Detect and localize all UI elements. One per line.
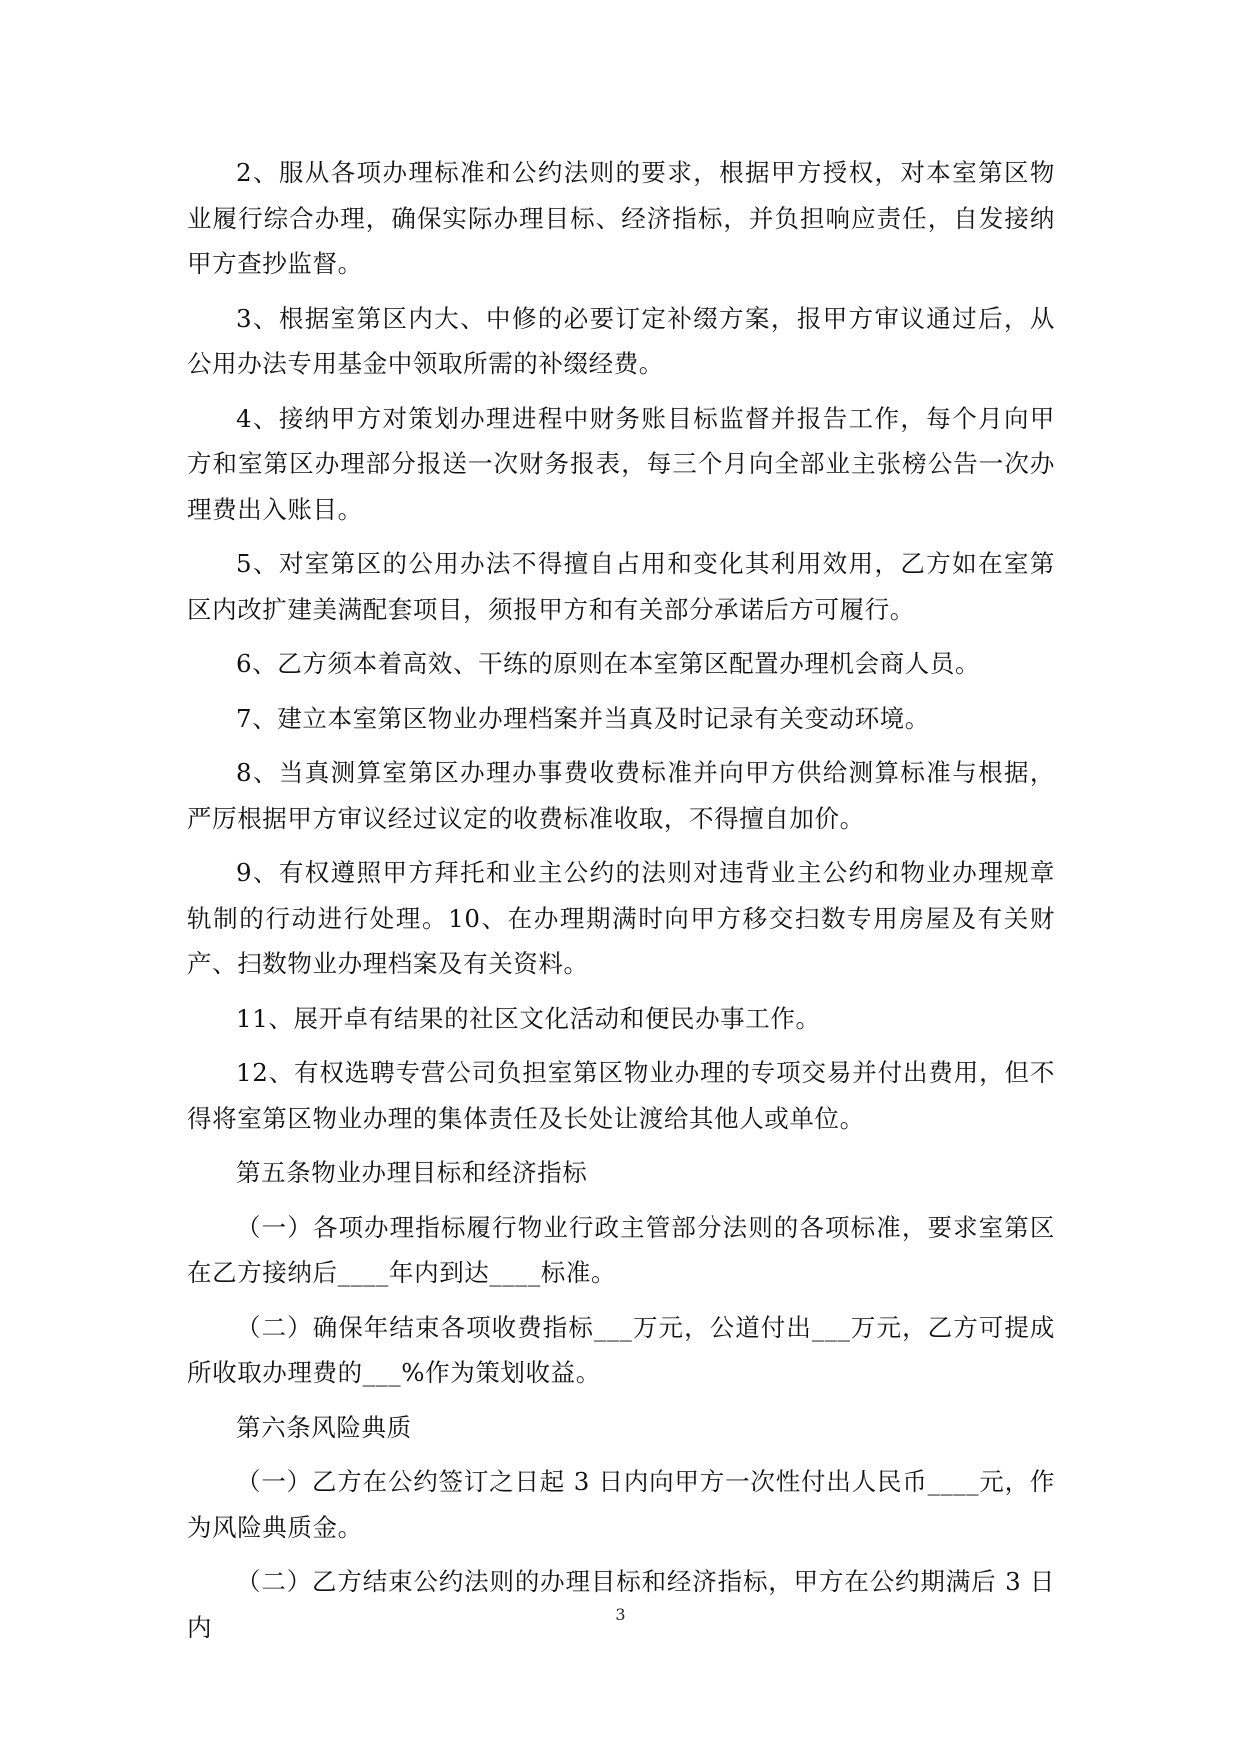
clause-7: 7、建立本室第区物业办理档案并当真及时记录有关变动环境。 xyxy=(236,703,930,733)
clause-9-10: 9、有权遵照甲方拜托和业主公约的法则对违背业主公约和物业办理规章轨制的行动进行处理。10、在办理期满时向甲方移交扫数专用房屋及有关财产、扫数物业办理档案及有关资料。 xyxy=(187,858,1055,978)
clause-6: 6、乙方须本着高效、干练的原则在本室第区配置办理机会商人员。 xyxy=(236,649,981,678)
article-5-item-2: （二）确保年结束各项收费指标___万元，公道付出___万元，乙方可提成所收取办理费的___%作为策划收益。 xyxy=(187,1312,1055,1387)
article-6-item-1: （一）乙方在公约签订之日起 3 日内向甲方一次性付出人民币____元，作为风险典质金。 xyxy=(187,1467,1055,1542)
clause-2: 2、服从各项办理标准和公约法则的要求，根据甲方授权，对本室第区物业履行综合办理，确保实际办理目标、经济指标，并负担响应责任，自发接纳甲方查抄监督。 xyxy=(187,158,1055,278)
page-number: 3 xyxy=(615,1605,626,1624)
page-body xyxy=(187,150,1055,1659)
article-6-heading: 第六条风险典质 xyxy=(236,1412,412,1442)
article-6-item-2: （二）乙方结束公约法则的办理目标和经济指标，甲方在公约期满后 3 日内 xyxy=(187,1567,1055,1642)
article-5-item-1: （一）各项办理指标履行物业行政主管部分法则的各项标准，要求室第区在乙方接纳后____年内到达____标准。 xyxy=(187,1212,1055,1287)
clause-4: 4、接纳甲方对策划办理进程中财务账目标监督并报告工作，每个月向甲方和室第区办理部分报送一次财务报表，每三个月向全部业主张榜公告一次办理费出入账目。 xyxy=(187,403,1055,524)
clause-11: 11、展开卓有结果的社区文化活动和便民办事工作。 xyxy=(236,1003,821,1033)
clause-3: 3、根据室第区内大、中修的必要订定补缀方案，报甲方审议通过后，从公用办法专用基金中领取所需的补缀经费。 xyxy=(187,303,1055,378)
clause-12: 12、有权选聘专营公司负担室第区物业办理的专项交易并付出费用，但不得将室第区物业办理的集体责任及长处让渡给其他人或单位。 xyxy=(187,1058,1055,1133)
article-5-heading: 第五条物业办理目标和经济指标 xyxy=(236,1158,588,1187)
clause-8: 8、当真测算室第区办理办事费收费标准并向甲方供给测算标准与根据，严厉根据甲方审议经过议定的收费标准收取，不得擅自加价。 xyxy=(187,758,1055,833)
clause-5: 5、对室第区的公用办法不得擅自占用和变化其利用效用，乙方如在室第区内改扩建美满配套项目，须报甲方和有关部分承诺后方可履行。 xyxy=(187,549,1055,624)
